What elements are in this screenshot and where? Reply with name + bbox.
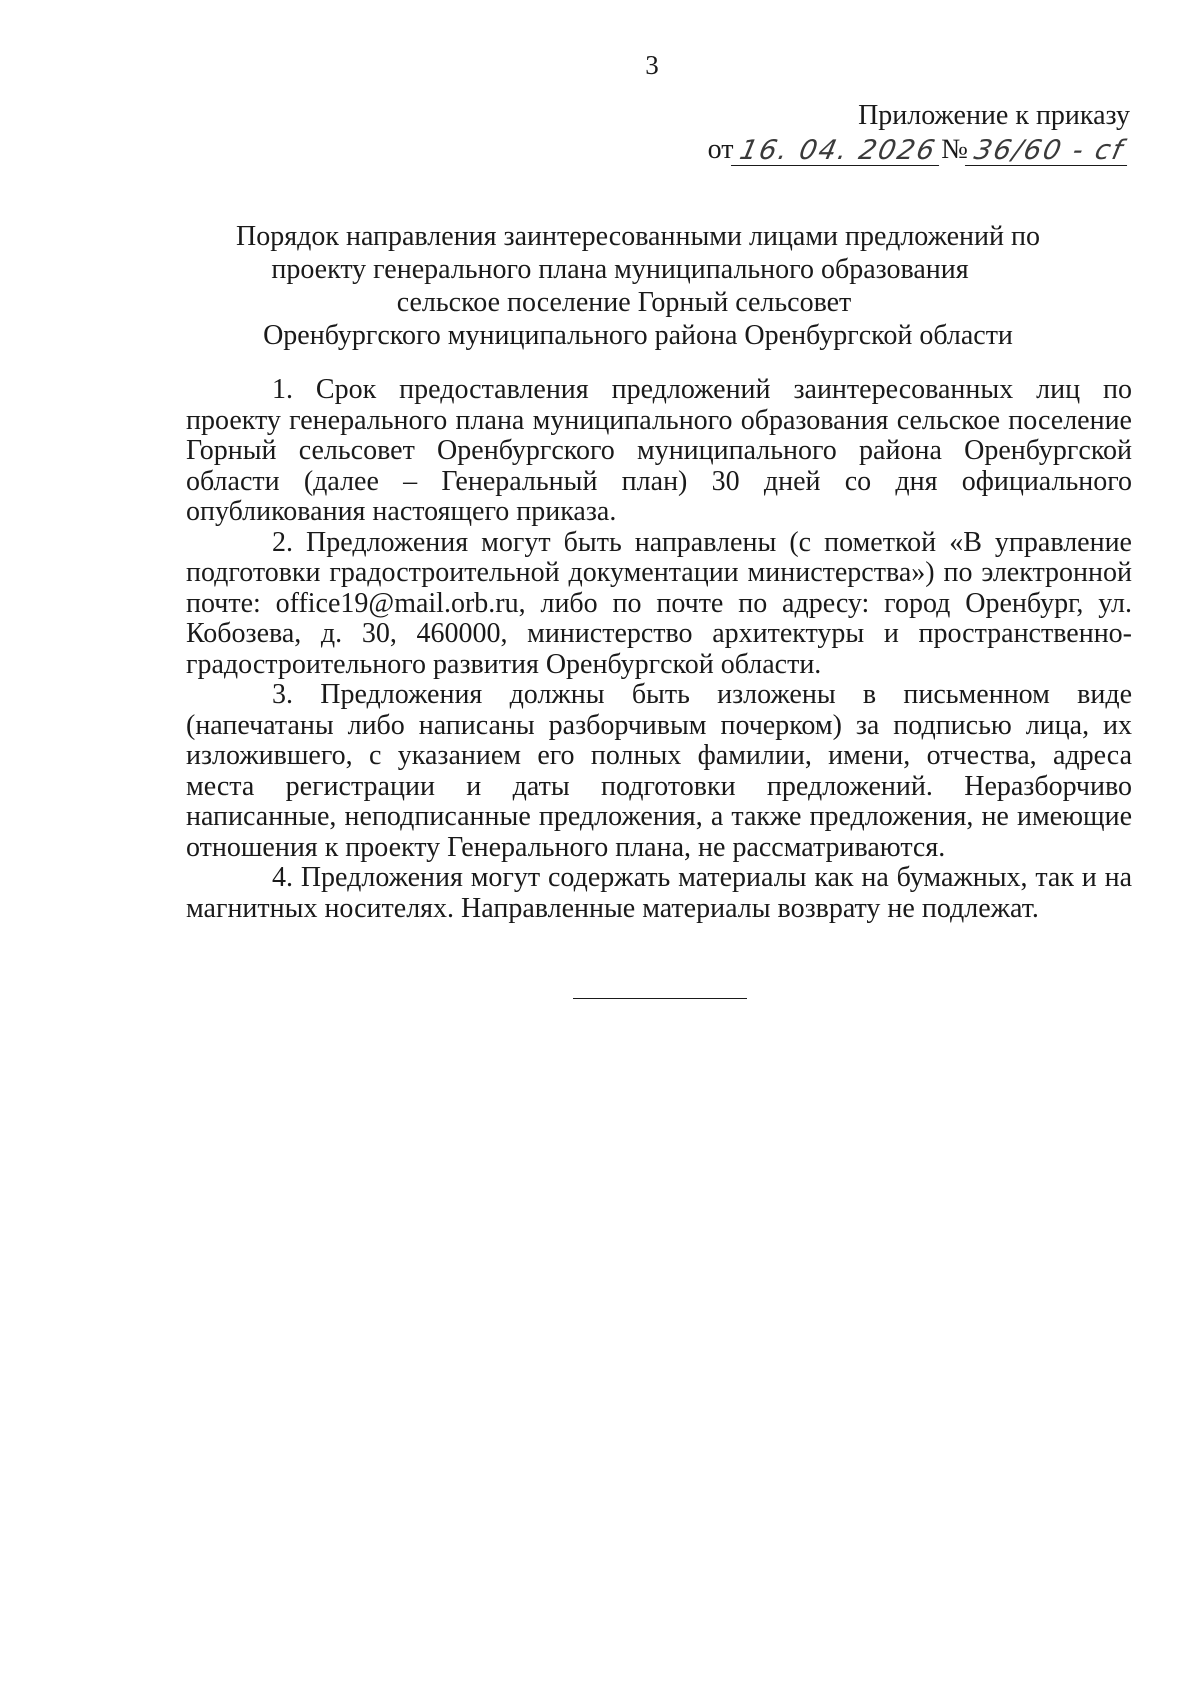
- document-title: [38, 220, 1200, 352]
- title-line: сельское поселение Горный сельсовет: [396, 287, 852, 318]
- title-line: Порядок направления заинтересованными лицами предложений по: [236, 221, 1040, 252]
- paragraph-3: 3. Предложения должны быть изложены в письменном виде (напечатаны либо написаны разборчивым почерком) за подписью лица, их изложившего, с указанием его полных фамилии, имени, отчества, адреса места регистрации и даты подготовки предложений. Неразборчиво написанные, неподписанные предложения, а также предложения, не имеющие отношения к проекту Генерального плана, не рассматриваются.: [186, 679, 1132, 863]
- handwritten-order-number: 36/60 - сf: [965, 137, 1133, 166]
- number-label: №: [941, 134, 968, 165]
- appendix-title: Приложение к приказу: [858, 100, 1130, 131]
- document-body: [186, 375, 1132, 924]
- handwritten-date: 16. 04. 2026: [730, 137, 944, 166]
- end-of-document-rule: [573, 998, 747, 999]
- appendix-header: [708, 100, 1130, 166]
- paragraph-4: 4. Предложения могут содержать материалы как на бумажных, так и на магнитных носителях. Направленные материалы возврату не подлежат.: [186, 862, 1132, 924]
- page-number: 3: [645, 50, 659, 80]
- title-line: проекту генерального плана муниципального образования: [271, 254, 969, 285]
- paragraph-2: 2. Предложения могут быть направлены (с пометкой «В управление подготовки градостроительной документации министерства») по электронной почте: office19@mail.orb.ru, либо по почте по адресу: город Оренбург, ул. Кобозева, д. 30, 460000, министерство архитектуры и пространственно-градостроительного развития Оренбургской области.: [186, 526, 1132, 680]
- paragraph-1: 1. Срок предоставления предложений заинтересованных лиц по проекту генерального плана муниципального образования сельское поселение Горный сельсовет Оренбургского муниципального района Оренбургской области (далее – Генеральный план) 30 дней со дня официального опубликования настоящего приказа.: [186, 374, 1132, 527]
- title-line: Оренбургского муниципального района Оренбургской области: [263, 320, 1013, 351]
- appendix-reference: [708, 134, 1130, 166]
- from-label: от: [707, 134, 734, 165]
